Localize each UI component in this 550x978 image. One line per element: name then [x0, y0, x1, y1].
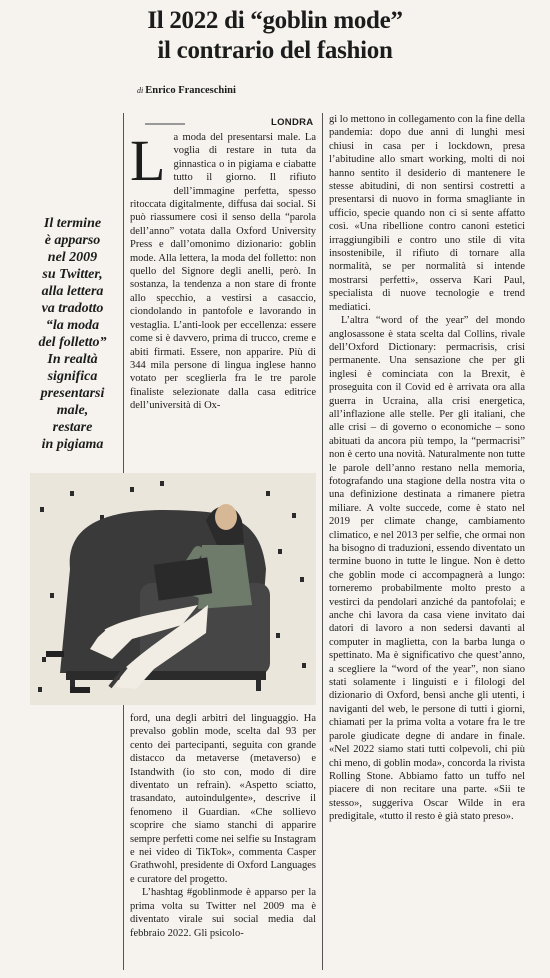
pull-quote-line: In realtà — [47, 352, 98, 367]
article-column-2 — [329, 113, 525, 973]
article-paragraph: a moda del presentarsi male. La voglia di restare in tuta da ginnastica o in pigiama e ciabatte tutto il giorno. Il rifiuto dell’immagine perfetta, spesso ritoccata digitalmente, diffusa dai social. Si può riassumere così il senso della “parola dell’anno” votata dalla Oxford University Press e dall’omonimo dizionario: goblin mode. Alla lettera, la moda del folletto: non quello del Signore degli anelli, però. In sostanza, la tendenza a non stare di fronte allo specchio, a vestirsi a casaccio, ciondolando in pantofole e lavorando in vestaglia. L’anti-look per eccellenza: essere come si è davvero, prima di trucco, creme e abiti firmati. Essere, non apparire. Più di 344 mila persone di lingua inglese hanno votato per sceglierla fra le tre parole finaliste selezionate dalla casa editrice dell’università di Ox- — [130, 132, 316, 412]
pull-quote-line: Il termine — [43, 216, 102, 231]
pull-quote-line: va tradotto — [41, 301, 104, 316]
byline — [137, 85, 236, 96]
dateline-dash — [145, 123, 185, 125]
illustration-man-on-sofa — [30, 473, 316, 705]
pull-quote-line: significa — [47, 369, 98, 384]
article-paragraph: ford, una degli arbitri del linguaggio. Ha prevalso goblin mode, scelta dal 93 per cento dei partecipanti, seguita con grande distacco da metaverse (metaverso) e Istandwith (io sto con, modo di dire diventato un refrain). «Aspetto sciatto, trasandato, autoindulgente», descrive il fenomeno il Guardian. «Che sollievo scoprire che siamo stanchi di apparire sempre perfetti come nei selfie su Instagram e nei video di TikTok», commenta Casper Grathwohl, presidente di Oxford Languages e curatore del progetto. — [130, 713, 316, 885]
article-paragraph: L’altra “word of the year” del mondo anglosassone è stata scelta dal Collins, rivale dell’Oxford Dictionary: permacrisis, crisi permanente. Una sensazione che per gli inglesi è cominciata con la Brexit, è proseguita con il Covid ed è arrivata ora alla guerra in Ucraina, alla crisi energetica, all’inflazione alle stelle. Per gli italiani, che alle crisi – di governo o economiche – sono abituati da ancora più tempo, la “permacrisi” non è certo una novità. Naturalmente non tutte le parole dell’anno restano nella memoria, fotografando una stagione della nostra vita o una definizione destinata a rimanere pietra miliare. A volte succede, come è stato nel 2019 per climate change, cambiamento climatico, e nel 2013 per selfie, che ormai non ha bisogno di traduzioni, essendo diventato un termine buono in tutte le lingue. Non è detto che goblin mode ci accompagnerà a lungo: torneremo probabilmente molto presto a vestirci da pendolari anziché da pantofolai; e anche chi lavora da casa viene invitato dai datori di lavoro a non sedersi davanti al computer in maglietta, con la barba lunga o spettinato. Ma è significativo che quest’anno, a scegliere la “word of the year”, non siano stati solamente i linguisti e i filologi del dizionario di Oxford, bensì anche gli utenti, i naviganti del web, le persone di tutti i giorni, chiamati per la prima volta a votare fra le tre parole giudicate degne di andare in finale. «Nel 2022 siamo stati tutti colpevoli, chi più chi meno, di goblin moda», concorda la rivista Rolling Stone. Abbiamo fatto un tuffo nel piacere di non recitare una parte. «Sii te stesso», suggeriva Oscar Wilde in era predigitale, «tutto il resto è già stato preso». — [329, 315, 525, 823]
article-column-1-bottom — [130, 712, 316, 974]
column-rule-right — [322, 113, 323, 970]
dateline: LONDRA — [271, 117, 314, 128]
article-paragraph: L’hashtag #goblinmode è apparso per la prima volta su Twitter nel 2009 ma è diventato virale sui social media dal febbraio 2022. Gli psicolo- — [130, 887, 316, 939]
pull-quote-line: “la moda — [45, 318, 100, 333]
pull-quote-line: in pigiama — [41, 437, 104, 452]
article-paragraph: gi lo mettono in collegamento con la fine della pandemia: dopo due anni di lunghi mesi chiusi in casa per i lockdown, presa l’abitudine allo smart working, molti di noi hanno sentito il desiderio di mantenere le stesse abitudini, di non sentirsi costretti a presentarsi di nuovo in forma smagliante in ufficio, specie quando non ci si sente affatto così. «Una ribellione contro canoni estetici irraggiungibili e contro uno stile di vita insostenibile, il rifiuto di tornare alla normalità, se per normalità si intende mostrarsi perfetti», osserva Kari Paul, specialista di nuove tecnologie e trend mediatici. — [329, 114, 525, 313]
byline-prefix: di — [137, 86, 144, 95]
article-column-1-top — [130, 131, 316, 471]
pull-quote-line: nel 2009 — [47, 250, 98, 265]
pull-quote-line: del folletto” — [38, 335, 107, 350]
byline-author: Enrico Franceschini — [145, 85, 236, 96]
pull-quote-line: alla lettera — [41, 284, 104, 299]
drop-cap: L — [130, 131, 166, 193]
pull-quote-line: su Twitter, — [42, 267, 103, 282]
headline-line-1: Il 2022 di “goblin mode” — [147, 7, 403, 34]
pull-quote — [30, 215, 115, 453]
pull-quote-line: presentarsi — [40, 386, 105, 401]
pull-quote-line: è apparso — [44, 233, 101, 248]
pull-quote-line: male, — [56, 403, 89, 418]
headline — [20, 6, 530, 66]
pull-quote-line: restare — [52, 420, 93, 435]
headline-line-2: il contrario del fashion — [157, 37, 393, 64]
